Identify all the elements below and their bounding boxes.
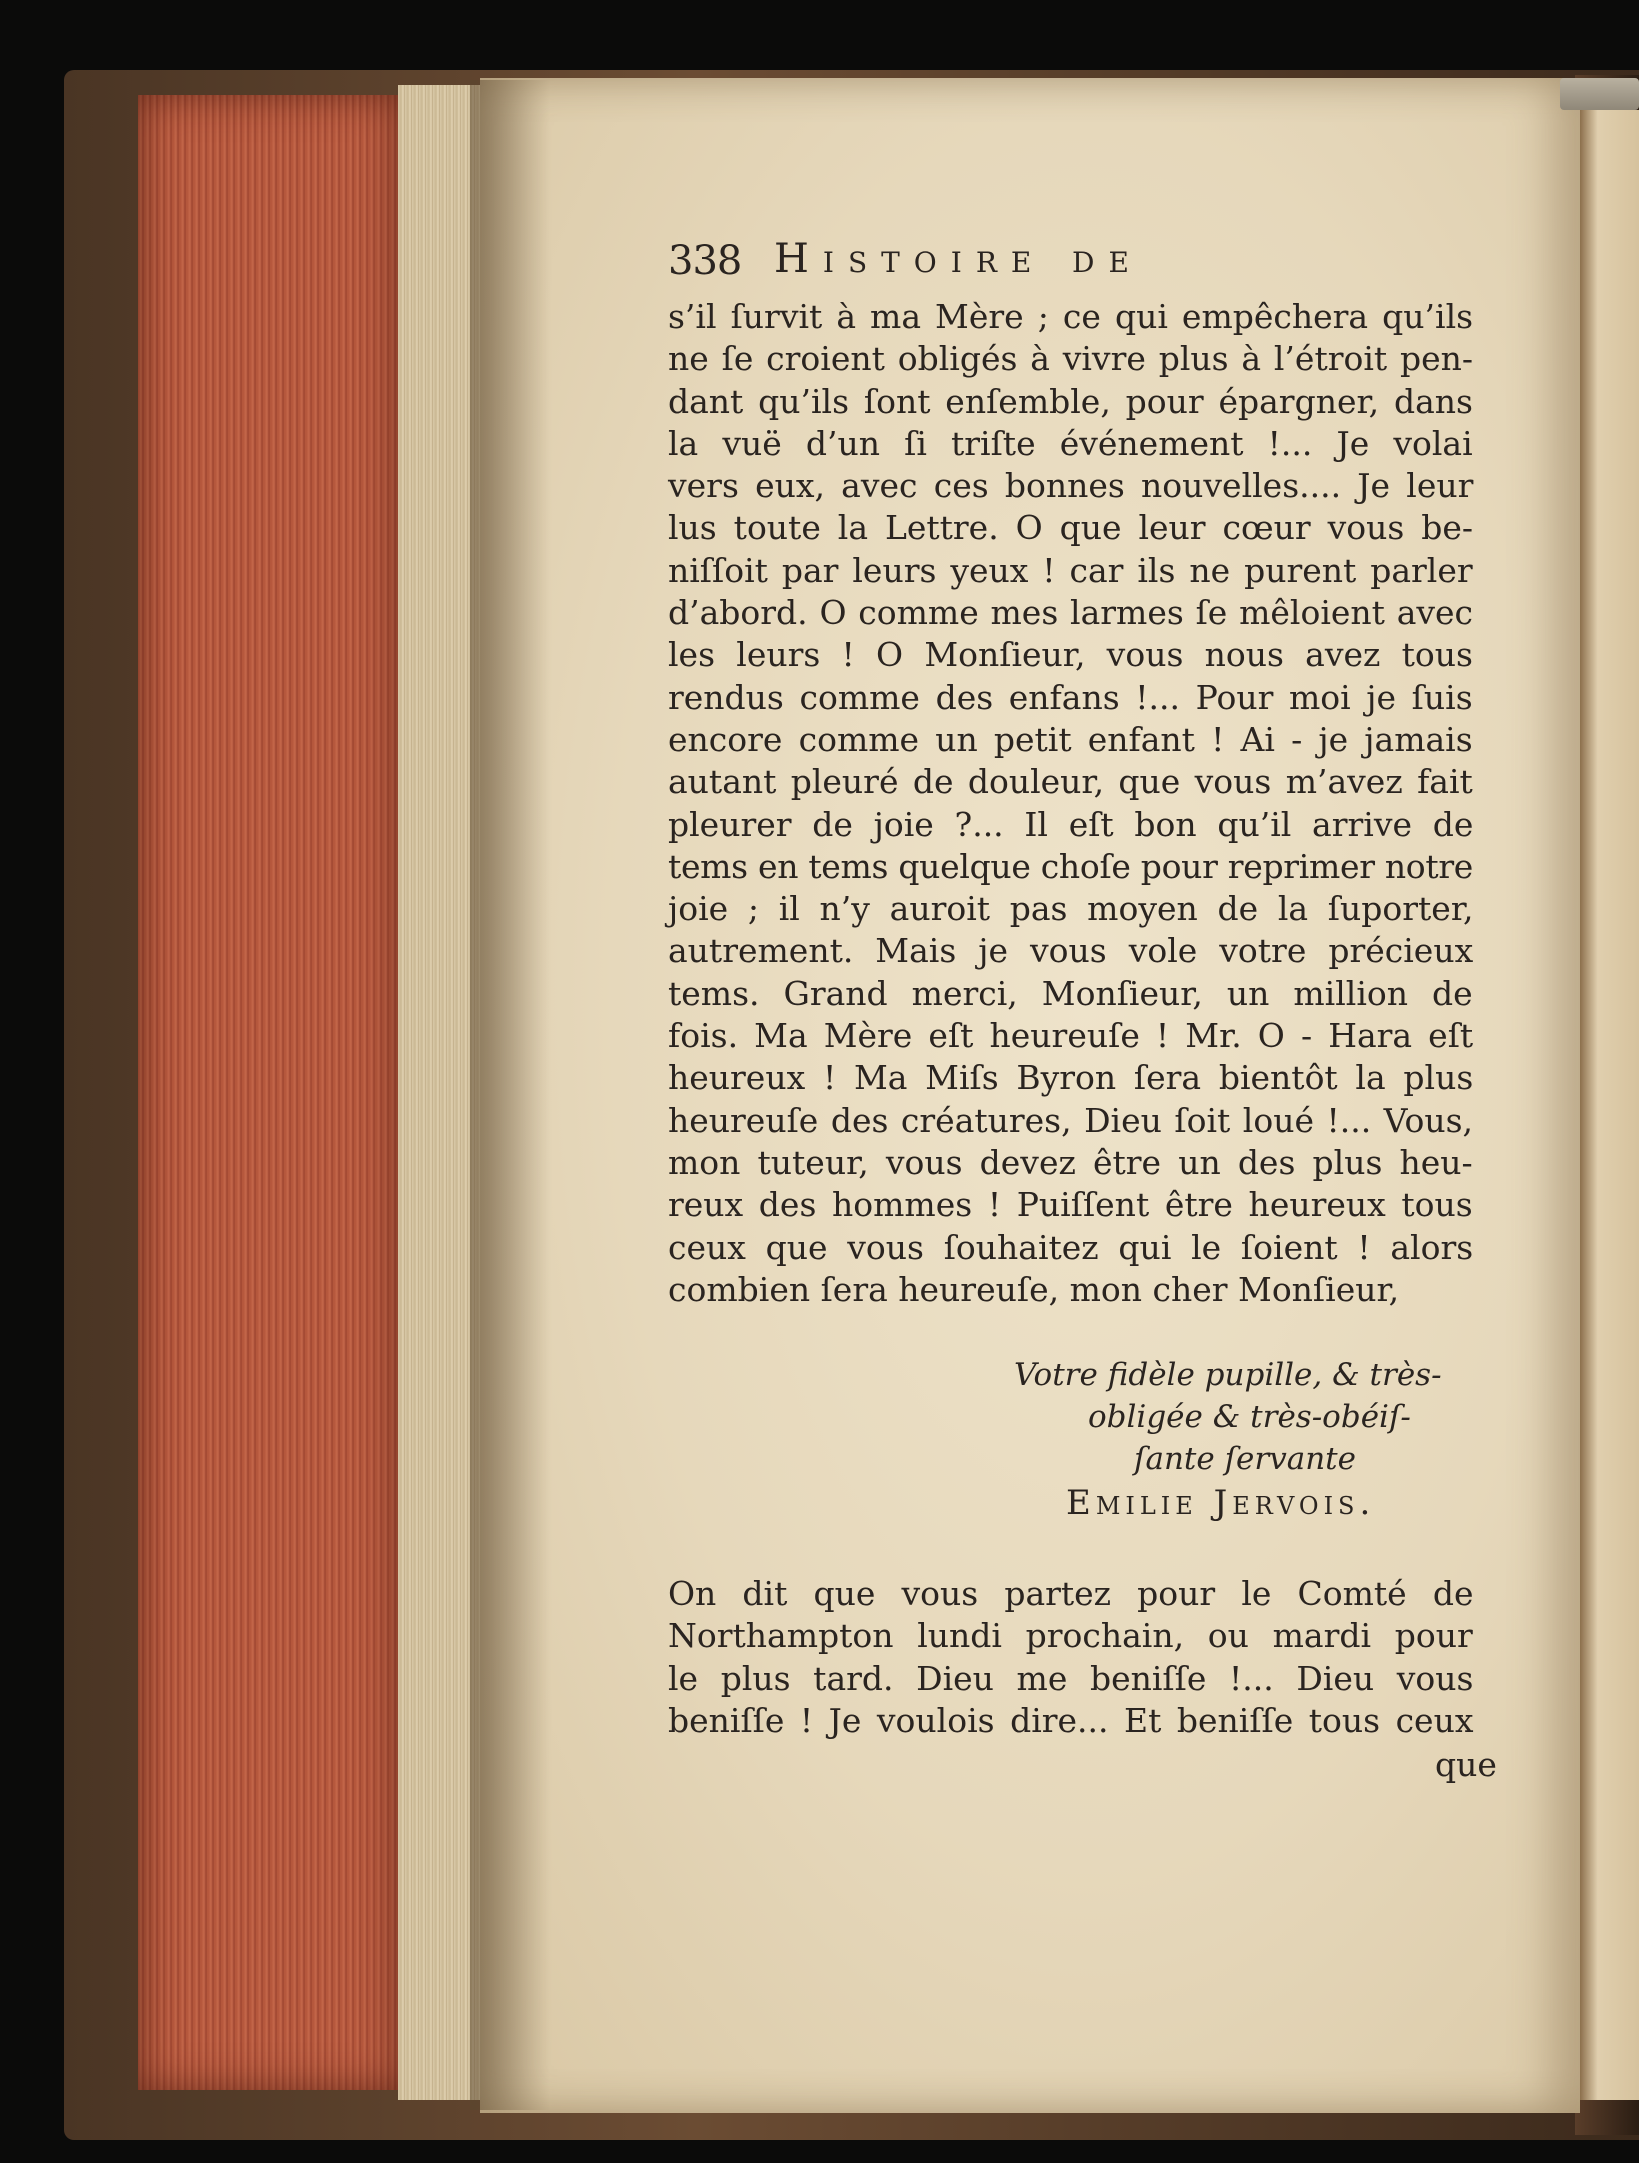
closing-line: ſante ſervante <box>1134 1441 1356 1477</box>
text-line: heureuſe des créatures, Dieu ſoit loué !... Vous, <box>668 1100 1474 1140</box>
text-line: rendus comme des enfans !... Pour moi je ſuis <box>668 677 1473 717</box>
text-line: joie ; il n’y auroit pas moyen de la ſuporter, <box>668 889 1474 929</box>
text-line: d’abord. O comme mes larmes ſe mêloient avec <box>668 593 1474 633</box>
page-header <box>668 230 1473 284</box>
right-page-sliver <box>1580 110 1639 2100</box>
text-line: ceux que vous ſouhaitez qui le ſoient ! alors <box>668 1227 1474 1267</box>
text-line: On dit que vous partez pour le Comté de <box>668 1574 1474 1613</box>
text-line: beniſſe ! Je voulois dire... Et beniſſe tous ceux <box>668 1700 1474 1740</box>
text-line: autant pleuré de douleur, que vous m’avez fait <box>668 762 1473 802</box>
running-head: Histoire de <box>774 236 1143 282</box>
text-line: le plus tard. Dieu me beniſſe !... Dieu vous <box>668 1658 1474 1698</box>
text-line: niſſoit par leurs yeux ! car ils ne purent parler <box>668 550 1473 590</box>
text-line: autrement. Mais je vous vole votre précieux <box>668 931 1474 971</box>
text-line: ne ſe croient obligés à vivre plus à l’étroit pen- <box>668 339 1474 379</box>
page-edges-red <box>138 95 400 2090</box>
text-line: la vuë d’un ſi triſte événement !... Je volai <box>668 423 1473 463</box>
text-line: reux des hommes ! Puiſſent être heureux tous <box>668 1185 1473 1225</box>
text-line: Northampton lundi prochain, ou mardi pour <box>668 1616 1473 1656</box>
text-line: vers eux, avec ces bonnes nouvelles.... Je leur <box>668 466 1474 506</box>
page-number: 338 <box>668 238 742 284</box>
text-line: les leurs ! O Monſieur, vous nous avez tous <box>668 635 1473 675</box>
text-line: lus toute la Lettre. O que leur cœur vous be- <box>668 508 1474 548</box>
closing-line: obligée & très-obéiſ- <box>1088 1399 1411 1435</box>
signature: Emilie Jervois. <box>1066 1483 1376 1523</box>
text-line: encore comme un petit enfant ! Ai - je jamais <box>668 719 1473 759</box>
text-line: combien ſera heureuſe, mon cher Monſieur, <box>668 1269 1400 1309</box>
postscript <box>668 1573 1473 1742</box>
book-clasp <box>1560 78 1639 110</box>
text-line: mon tuteur, vous devez être un des plus heu- <box>668 1142 1473 1182</box>
text-line: pleurer de joie ?... Il eſt bon qu’il arrive de <box>668 804 1474 844</box>
text-line: dant qu’ils ſont enſemble, pour épargner, dans <box>668 381 1473 421</box>
text-line: tems en tems quelque choſe pour reprimer notre <box>668 846 1474 886</box>
catchword: que <box>1435 1745 1497 1784</box>
letter-body <box>668 296 1473 1311</box>
text-line: s’il ſurvit à ma Mère ; ce qui empêchera qu’ils <box>668 297 1474 336</box>
text-line: heureux ! Ma Miſs Byron ſera bientôt la plus <box>668 1058 1474 1098</box>
text-line: tems. Grand merci, Monſieur, un million de <box>668 973 1473 1013</box>
closing-line: Votre fidèle pupille, & très- <box>1014 1357 1442 1393</box>
text-line: fois. Ma Mère eſt heureuſe ! Mr. O - Hara eſt <box>668 1016 1474 1056</box>
gutter-shadow <box>470 80 550 2110</box>
